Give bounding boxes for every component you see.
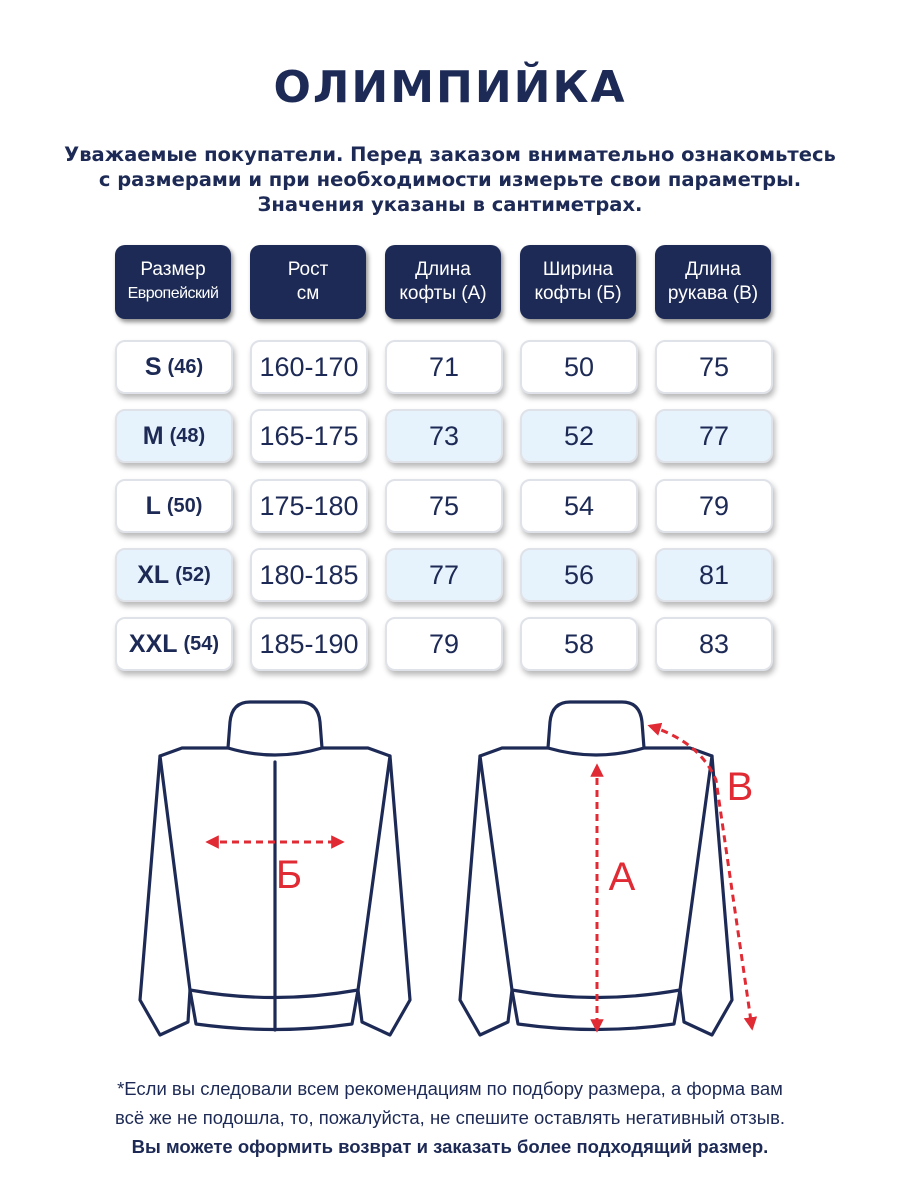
sleeve-cell: 75 [655,340,773,394]
sleeve-label: В [726,765,754,809]
size-eu: (52) [175,563,211,586]
header-length-line2: кофты (А) [399,283,487,304]
header-height [250,245,366,319]
size-cell [115,617,233,671]
height-cell: 160-170 [250,340,368,394]
sleeve-cell: 79 [655,479,773,533]
header-length-line1: Длина [415,259,471,280]
height-cell: 185-190 [250,617,368,671]
footer-note [0,1074,900,1161]
width-cell: 50 [520,340,638,394]
size-eu: (46) [167,355,204,378]
header-size-line2: Европейский [127,285,219,302]
header-width-line1: Ширина [542,259,614,280]
size-eu: (54) [183,632,220,655]
height-cell: 165-175 [250,409,368,463]
sleeve-cell: 77 [655,409,773,463]
header-width-line2: кофты (Б) [534,283,622,304]
width-cell: 54 [520,479,638,533]
header-height-line2: см [296,283,320,304]
page-title: ОЛИМПИЙКА [273,62,627,113]
size-eu: (48) [169,424,206,447]
header-sleeve [655,245,771,319]
size-cell [115,548,233,602]
intro-line: Значения указаны в сантиметрах. [257,193,643,216]
header-sleeve-line1: Длина [685,259,741,280]
length-cell: 77 [385,548,503,602]
height-cell: 180-185 [250,548,368,602]
size-cell [115,340,233,394]
intro-line: Уважаемые покупатели. Перед заказом внимательно ознакомьтесь [64,143,836,166]
note-line: Вы можете оформить возврат и заказать более подходящий размер. [131,1136,769,1157]
sleeve-cell: 83 [655,617,773,671]
size-cell [115,479,233,533]
size-eu: (50) [166,494,203,517]
length-cell: 73 [385,409,503,463]
size-code: L [145,491,161,520]
width-label: Б [275,853,303,897]
width-cell: 52 [520,409,638,463]
size-code: M [142,421,164,450]
size-cell [115,409,233,463]
length-label: А [608,855,636,899]
size-code: XL [137,560,170,589]
note-line: всё же не подошла, то, пожалуйста, не спешите оставлять негативный отзыв. [114,1107,786,1128]
header-size-line1: Размер [140,259,206,280]
header-size [115,245,231,319]
size-code: S [144,352,162,381]
sleeve-cell: 81 [655,548,773,602]
width-cell: 56 [520,548,638,602]
jacket-diagram [0,690,900,1060]
note-line: *Если вы следовали всем рекомендациям по подбору размера, а форма вам [117,1078,783,1099]
length-cell: 71 [385,340,503,394]
intro-line: с размерами и при необходимости измерьте свои параметры. [98,168,802,191]
header-height-line1: Рост [287,259,329,280]
length-cell: 75 [385,479,503,533]
header-length [385,245,501,319]
intro-text [0,142,900,217]
header-sleeve-line2: рукава (В) [667,283,759,304]
width-cell: 58 [520,617,638,671]
size-code: XXL [128,629,178,658]
header-width [520,245,636,319]
length-cell: 79 [385,617,503,671]
height-cell: 175-180 [250,479,368,533]
